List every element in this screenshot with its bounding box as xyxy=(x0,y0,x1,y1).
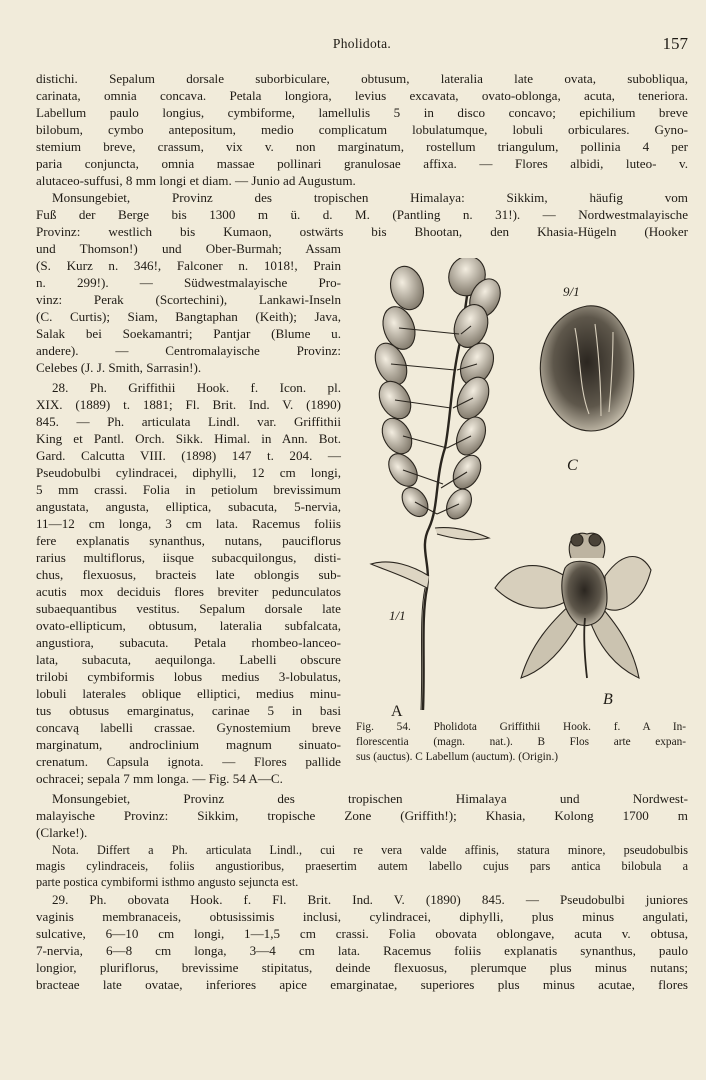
figure-54 xyxy=(355,258,695,718)
text-line: subaequantibus vestitus. Sepalum dorsale late xyxy=(36,601,341,616)
text-line: und Thomson!) und Ober-Burmah; Assam xyxy=(36,241,341,256)
scale-label-a: 1/1 xyxy=(389,608,406,623)
nota-paragraph xyxy=(36,842,688,891)
text-line: 28. Ph. Griffithii Hook. f. Icon. pl. xyxy=(52,380,341,395)
text-line: XIX. (1889) t. 1881; Fl. Brit. Ind. V. (1890) xyxy=(36,397,341,412)
text-line: Nota. Differt a Ph. articulata Lindl., cui re vera valde affinis, statura minore, pseudobulbis xyxy=(52,843,688,857)
text-line: tus obtusus emarginatus, carinae 5 in basi xyxy=(36,703,341,718)
text-line: rarius multiflorus, iisque subacquilongus, disti- xyxy=(36,550,341,565)
text-line: King et Pantl. Orch. Sikk. Himal. in Ann. Bot. xyxy=(36,431,341,446)
text-line: bracteae late ovatae, inferiores apice emarginatae, superiores plus minus acutae, flores xyxy=(36,977,688,992)
distribution-paragraph-continued xyxy=(36,240,341,376)
text-line: Pseudobulbi cylindracei, diphylli, 12 cm longi, xyxy=(36,465,341,480)
figure-caption xyxy=(356,720,686,766)
text-line: Monsungebiet, Provinz des tropischen Himalaya: Sikkim, häufig vom xyxy=(52,190,688,205)
text-line: (C. Curtis); Siam, Bangtaphan (Keith); Java, xyxy=(36,309,341,324)
flower-drawing xyxy=(495,533,651,678)
species-28-distribution xyxy=(36,790,688,841)
labellum-drawing xyxy=(540,306,633,431)
text-line: paria conjuncta, omnia massae pollinari granulosae affixa. — Flores albidi, luteo- v. xyxy=(36,156,688,171)
text-line: bilobum, cymbo antepositum, medio complicatum lobulatumque, lobuli orbiculares. Gyno- xyxy=(36,122,688,137)
text-line: Fuß der Berge bis 1300 m ü. d. M. (Pantling n. 31!). — Nordwestmalayische xyxy=(36,207,688,222)
text-line: andere). — Centromalayische Provinz: xyxy=(36,343,341,358)
text-line: 845. — Ph. articulata Lindl. var. Griffithii xyxy=(36,414,341,429)
text-line: magis cylindraceis, foliis angustioribus, praesertim autem labello cujus pars antica bilobula a xyxy=(36,859,688,874)
text-line: crenatum. Capsula ignota. — Flores pallide xyxy=(36,754,341,769)
orchid-illustration xyxy=(355,258,695,718)
text-line: lata, subacuta, aequilonga. Labelli obscure xyxy=(36,652,341,667)
text-line: angustata, angusta, elliptica, subacuta, 5-nervia, xyxy=(36,499,341,514)
text-line: parte postica cymbiformi isthmo angusto sejuncta est. xyxy=(36,875,299,890)
text-line: 11—12 cm longa, 3 cm lata. Racemus foliis xyxy=(36,516,341,531)
species-29-paragraph xyxy=(36,891,688,993)
text-line: concavą labelli crassae. Gynostemium breve xyxy=(36,720,341,735)
text-line: (S. Kurz n. 346!, Falconer n. 1018!, Prain xyxy=(36,258,341,273)
description-paragraph xyxy=(36,70,688,189)
text-line: Labellum paulo longius, cymbiforme, lamellulis 5 in disco concavo; epichilium breve xyxy=(36,105,688,120)
text-line: vinz: Perak (Scortechini), Lankawi-Inseln xyxy=(36,292,341,307)
text-line: lobuli laterales oblique elliptici, medius minu- xyxy=(36,686,341,701)
text-line: alutaceo-suffusi, 8 mm longi et diam. — Junio ad Augustum. xyxy=(36,173,356,188)
running-head: Pholidota. xyxy=(332,36,392,51)
figure-label-a: A xyxy=(391,703,403,718)
scale-label-c: 9/1 xyxy=(563,284,580,299)
text-line: fere explanatis synanthus, nutans, pauciflorus xyxy=(36,533,341,548)
caption-line: Fig. 54. Pholidota Griffithii Hook. f. A In- xyxy=(356,721,686,733)
text-line: Salak bei Soekamantri; Pantjar (Blume u. xyxy=(36,326,341,341)
figure-label-b: B xyxy=(603,691,613,708)
page-header xyxy=(36,36,688,58)
figure-label-c: C xyxy=(567,457,578,474)
text-line: vaginis membranaceis, obtusissimis inclusi, cylindracei, diphylli, plus minus angulati, xyxy=(36,909,688,924)
distribution-paragraph xyxy=(36,189,688,240)
text-line: acutis mox deciduis flores breviter pedunculatos xyxy=(36,584,341,599)
text-line: stemium breve, crassum, vix v. non marginatum, rostellum triangulum, pollinia 4 per xyxy=(36,139,688,154)
text-line: distichi. Sepalum dorsale suborbiculare, obtusum, lateralia late ovata, subobliqua, xyxy=(36,71,688,86)
species-28-paragraph xyxy=(36,379,341,787)
text-line: Celebes (J. J. Smith, Sarrasin!). xyxy=(36,360,202,375)
text-line: longior, pluriflorus, brevissime stipitatus, deinde flexuosus, plerumque plus minus nutans; xyxy=(36,960,688,975)
text-line: angustiora, subacuta. Petala rhombeo-lanceo- xyxy=(36,635,341,650)
text-line: ovato-ellipticum, obtusum, lateralia subfalcata, xyxy=(36,618,341,633)
text-line: malayische Provinz: Sikkim, tropische Zone (Griffith!); Khasia, Kolong 1700 m xyxy=(36,808,688,823)
text-line: (Clarke!). xyxy=(36,825,88,840)
text-line: Provinz: westlich bis Kumaon, ostwärts bis Bhootan, den Khasia-Hügeln (Hooker xyxy=(36,224,688,239)
text-line: sulcative, 6—10 cm longi, 1—1,5 cm crassi. Folia obovata oblongave, acuta v. obtusa, xyxy=(36,926,688,941)
text-line: 5 mm crassi. Folia in petiolum brevissimum xyxy=(36,482,341,497)
text-line: marginatum, androclinium magnum sinuato- xyxy=(36,737,341,752)
text-line: 29. Ph. obovata Hook. f. Fl. Brit. Ind. V. (1890) 845. — Pseudobulbi juniores xyxy=(52,892,688,907)
text-line: trilobi cymbiformis lobus medius 3-lobulatus, xyxy=(36,669,341,684)
caption-line: sus (auctus). C Labellum (auctum). (Origin.) xyxy=(356,751,559,764)
text-line: n. 299!). — Südwestmalayische Pro- xyxy=(36,275,341,290)
inflorescence-drawing xyxy=(369,258,506,710)
text-line: Monsungebiet, Provinz des tropischen Himalaya und Nordwest- xyxy=(52,791,688,806)
text-line: 7-nervia, 6—8 cm longa, 3—4 cm lata. Racemus foliis explanatis synanthus, paulo xyxy=(36,943,688,958)
page-number: 157 xyxy=(662,34,688,53)
text-line: carinata, omnia concava. Petala longiora, levius excavata, ovato-oblonga, acuta, teneriora. xyxy=(36,88,688,103)
text-line: chus, flexuosus, bracteis late oblongis sub- xyxy=(36,567,341,582)
text-line: ochracei; sepala 7 mm longa. — Fig. 54 A—C. xyxy=(36,771,283,786)
text-line: Gard. Calcutta VIII. (1898) 147 t. 204. — xyxy=(36,448,341,463)
caption-line: florescentia (magn. nat.). B Flos arte expan- xyxy=(356,736,686,749)
